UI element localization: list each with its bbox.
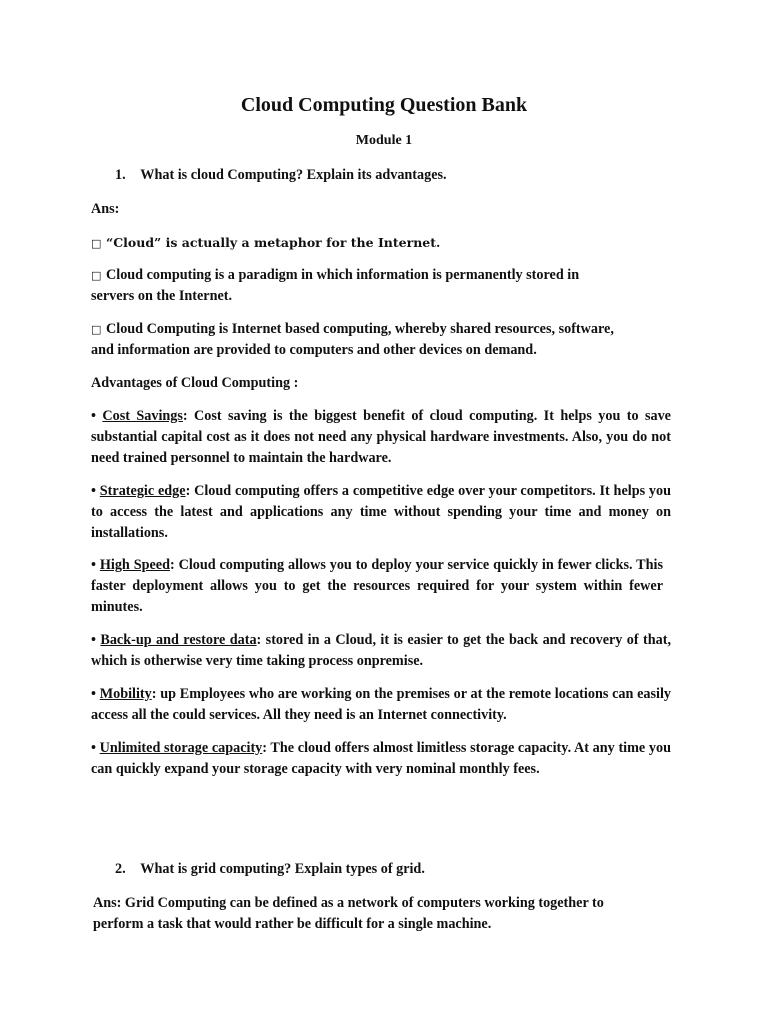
advantage-term: Unlimited storage capacity: [99, 740, 263, 756]
missing-glyph-icon: □: [91, 237, 102, 250]
advantage-text: : Cloud computing offers a competitive edge over your competitors. It helps you to access the latest and applications any time without spending your time and money on installations.: [91, 483, 671, 541]
answer-2: Ans: Grid Computing can be defined as a network of computers working together to perform a task that would rather be difficult for a single machine.: [93, 895, 604, 932]
advantage-term: High Speed: [99, 557, 170, 573]
bullet-icon: •: [91, 483, 96, 499]
missing-glyph-icon: □: [91, 323, 102, 336]
answer-point-2-line-2: servers on the Internet.: [91, 288, 233, 304]
advantage-term: Back-up and restore data: [100, 632, 257, 648]
advantage-text: : The cloud offers almost limitless storage capacity. At any time you can quickly expand your storage capacity with very nominal monthly fees.: [91, 740, 671, 777]
answer-point-3: [91, 319, 671, 361]
answer-point-2: [91, 265, 651, 307]
answer-label: Ans:: [91, 201, 120, 217]
advantage-text: : up Employees who are working on the premises or at the remote locations can easily access all the could services. All they need is an Internet connectivity.: [91, 686, 672, 723]
answer-point-2-line-1: Cloud computing is a paradigm in which information is permanently stored in: [106, 267, 580, 283]
advantage-term: Mobility: [99, 686, 152, 702]
missing-glyph-icon: □: [91, 269, 102, 282]
bullet-icon: •: [91, 632, 96, 648]
bullet-icon: •: [91, 740, 96, 756]
advantage-mobility: [91, 684, 671, 726]
advantage-text: : Cloud computing allows you to deploy your service quickly in fewer clicks. This faster deployment allows you to get the resources required for your system within fewer minutes.: [91, 557, 663, 615]
bullet-icon: •: [91, 408, 96, 424]
advantage-cost-savings: [91, 406, 671, 469]
document-title: Cloud Computing Question Bank: [240, 94, 528, 116]
question-1: [115, 166, 447, 184]
advantage-backup-restore: [91, 630, 671, 672]
question-2-text: What is grid computing? Explain types of grid.: [140, 861, 425, 877]
answer-point-1-text: “Cloud” is actually a metaphor for the Internet.: [106, 235, 441, 250]
bullet-icon: •: [91, 557, 96, 573]
advantage-unlimited-storage: [91, 738, 671, 780]
advantage-text: : Cost saving is the biggest benefit of cloud computing. It helps you to save substantial capital cost as it does not need any physical hardware investments. Also, you do not need trained personnel to maintain the hardware.: [91, 408, 671, 466]
advantage-term: Strategic edge: [99, 483, 186, 499]
question-2-number: 2.: [115, 861, 126, 877]
advantage-term: Cost Savings: [102, 408, 183, 424]
answer-point-3-line-2: and information are provided to computers and other devices on demand.: [91, 342, 537, 358]
bullet-icon: •: [91, 686, 96, 702]
advantage-text: : stored in a Cloud, it is easier to get the back and recovery of that, which is otherwise very time taking process onpremise.: [91, 632, 671, 669]
advantages-heading: Advantages of Cloud Computing :: [91, 375, 299, 391]
answer-point-1: [91, 232, 671, 254]
question-1-number: 1.: [115, 167, 126, 183]
answer-point-3-line-1: Cloud Computing is Internet based computing, whereby shared resources, software,: [106, 321, 614, 337]
module-heading: Module 1: [355, 133, 413, 148]
advantage-strategic-edge: [91, 481, 671, 544]
question-2: [115, 860, 425, 878]
question-1-text: What is cloud Computing? Explain its advantages.: [140, 167, 447, 183]
advantage-high-speed: [91, 555, 663, 618]
